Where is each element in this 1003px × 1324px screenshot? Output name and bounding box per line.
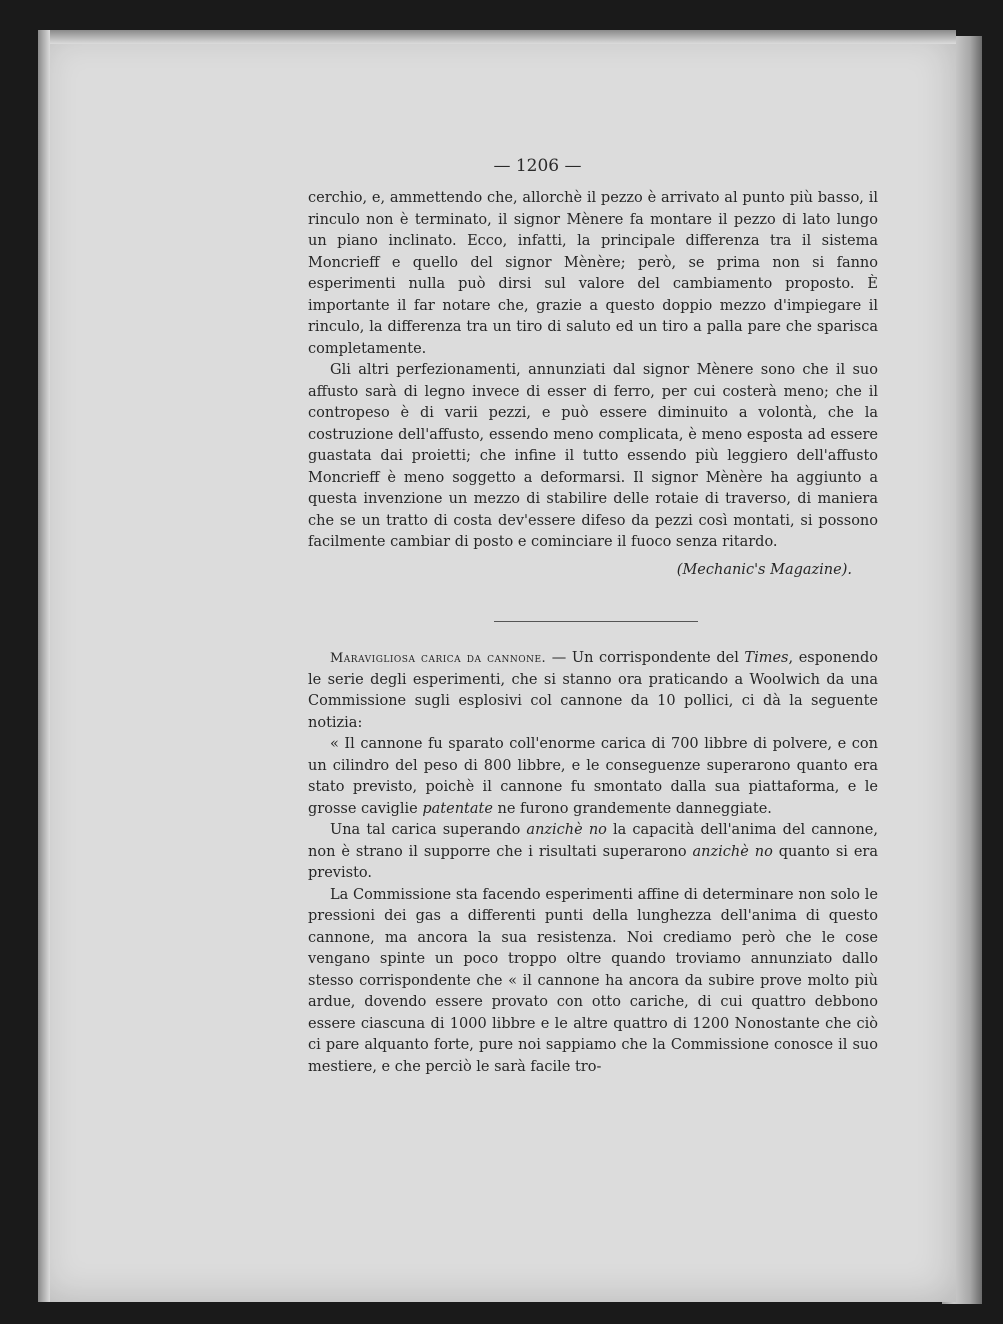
paragraph-commission: La Commissione sta facendo esperimenti affine di determinare non solo le pressioni dei gas a differenti punti della lunghezza dell'anima di questo cannone, ma ancora la sua resistenza. Noi crediamo però che le cose vengano spinte un poco troppo oltre quando troviamo annunziato dallo stesso corrispondente che « il cannone ha ancora da subire prove molto più ardue, dovendo essere provato con otto cariche, di cui quattro debbono essere ciascuna di 1000 libbre e le altre quattro di 1200 Nonostante che ciò ci pare alquanto forte, pure noi sappiamo che la Commissione conosce il suo mestiere, e che perciò le sarà facile tro-: [308, 886, 878, 1075]
paragraph-improvements: Gli altri perfezionamenti, annunziati dal signor Mènere sono che il suo affusto sarà di legno invece di esser di ferro, per cui costerà meno; che il contropeso è di varii pezzi, e può essere diminuito a volontà, che la costruzione dell'affusto, essendo meno complicata, è meno esposta ad essere guastata dai proietti; che infine il tutto essendo più leggiero dell'affusto Moncrieff è meno soggetto a deformarsi. Il signor Mènère ha aggiunto a questa invenzione un mezzo di stabilire delle rotaie di traverso, di maniera che se un tratto di costa dev'essere difeso da pezzi così montati, si possono facilmente cambiar di posto e cominciare il fuoco senza ritardo.: [308, 362, 878, 550]
paragraph-article-intro: [308, 648, 878, 734]
charge-text-c: quanto si era previsto.: [308, 843, 878, 881]
intro-text-b: , esponendo le serie degli esperimenti, che si stanno ora praticando a Woolwich da una Commissione sugli esplosivi col cannone da 10 pollici, ci dà la seguente notizia:: [308, 650, 879, 731]
anziche-no-term: anzichè no: [526, 822, 607, 838]
page-text: [308, 188, 878, 1078]
page-number: — 1206 —: [493, 156, 582, 176]
paragraph-quote: [308, 734, 878, 820]
paragraph-continuation: cerchio, e, ammettendo che, allorchè il pezzo è arrivato al punto più basso, il rinculo non è terminato, il signor Mènere fa montare il pezzo di lato lungo un piano inclinato. Ecco, infatti, la principale differenza tra il sistema Moncrieff e quello del signor Mènère; però, se prima non si fanno esperimenti nulla può dirsi sul valore del cambiamento proposto. È importante il far notare che, grazie a questo doppio mezzo d'impiegare il rinculo, la differenza tra un tiro di saluto ed un tiro a palla pare che sparisca completamente.: [308, 190, 878, 357]
anziche-no-term: anzichè no: [692, 843, 773, 860]
times-reference: Times: [744, 650, 789, 666]
article-title: Maravigliosa carica da cannone.: [330, 651, 547, 666]
section-divider: [494, 621, 698, 622]
source-citation: (Mechanic's Magazine).: [676, 561, 852, 578]
intro-text-a: Un corrispondente del: [571, 650, 745, 666]
charge-text-b: la capacità dell'anima del cannone, non è strano il supporre che i risultati superarono: [308, 822, 878, 860]
charge-text-a: Una tal carica superando: [330, 822, 527, 838]
quote-text-b: ne furono grandemente danneggiate.: [492, 800, 772, 817]
intro-dash: —: [546, 650, 572, 666]
quote-text-a: « Il cannone fu sparato coll'enorme carica di 700 libbre di polvere, e con un cilindro del peso di 800 libbre, e le conseguenze superarono quanto era stato previsto, poichè il cannone fu smontato dalla sua piattaforma, e le grosse caviglie: [308, 736, 878, 817]
paragraph-charge: [308, 820, 878, 885]
patentate-term: patentate: [422, 800, 493, 817]
